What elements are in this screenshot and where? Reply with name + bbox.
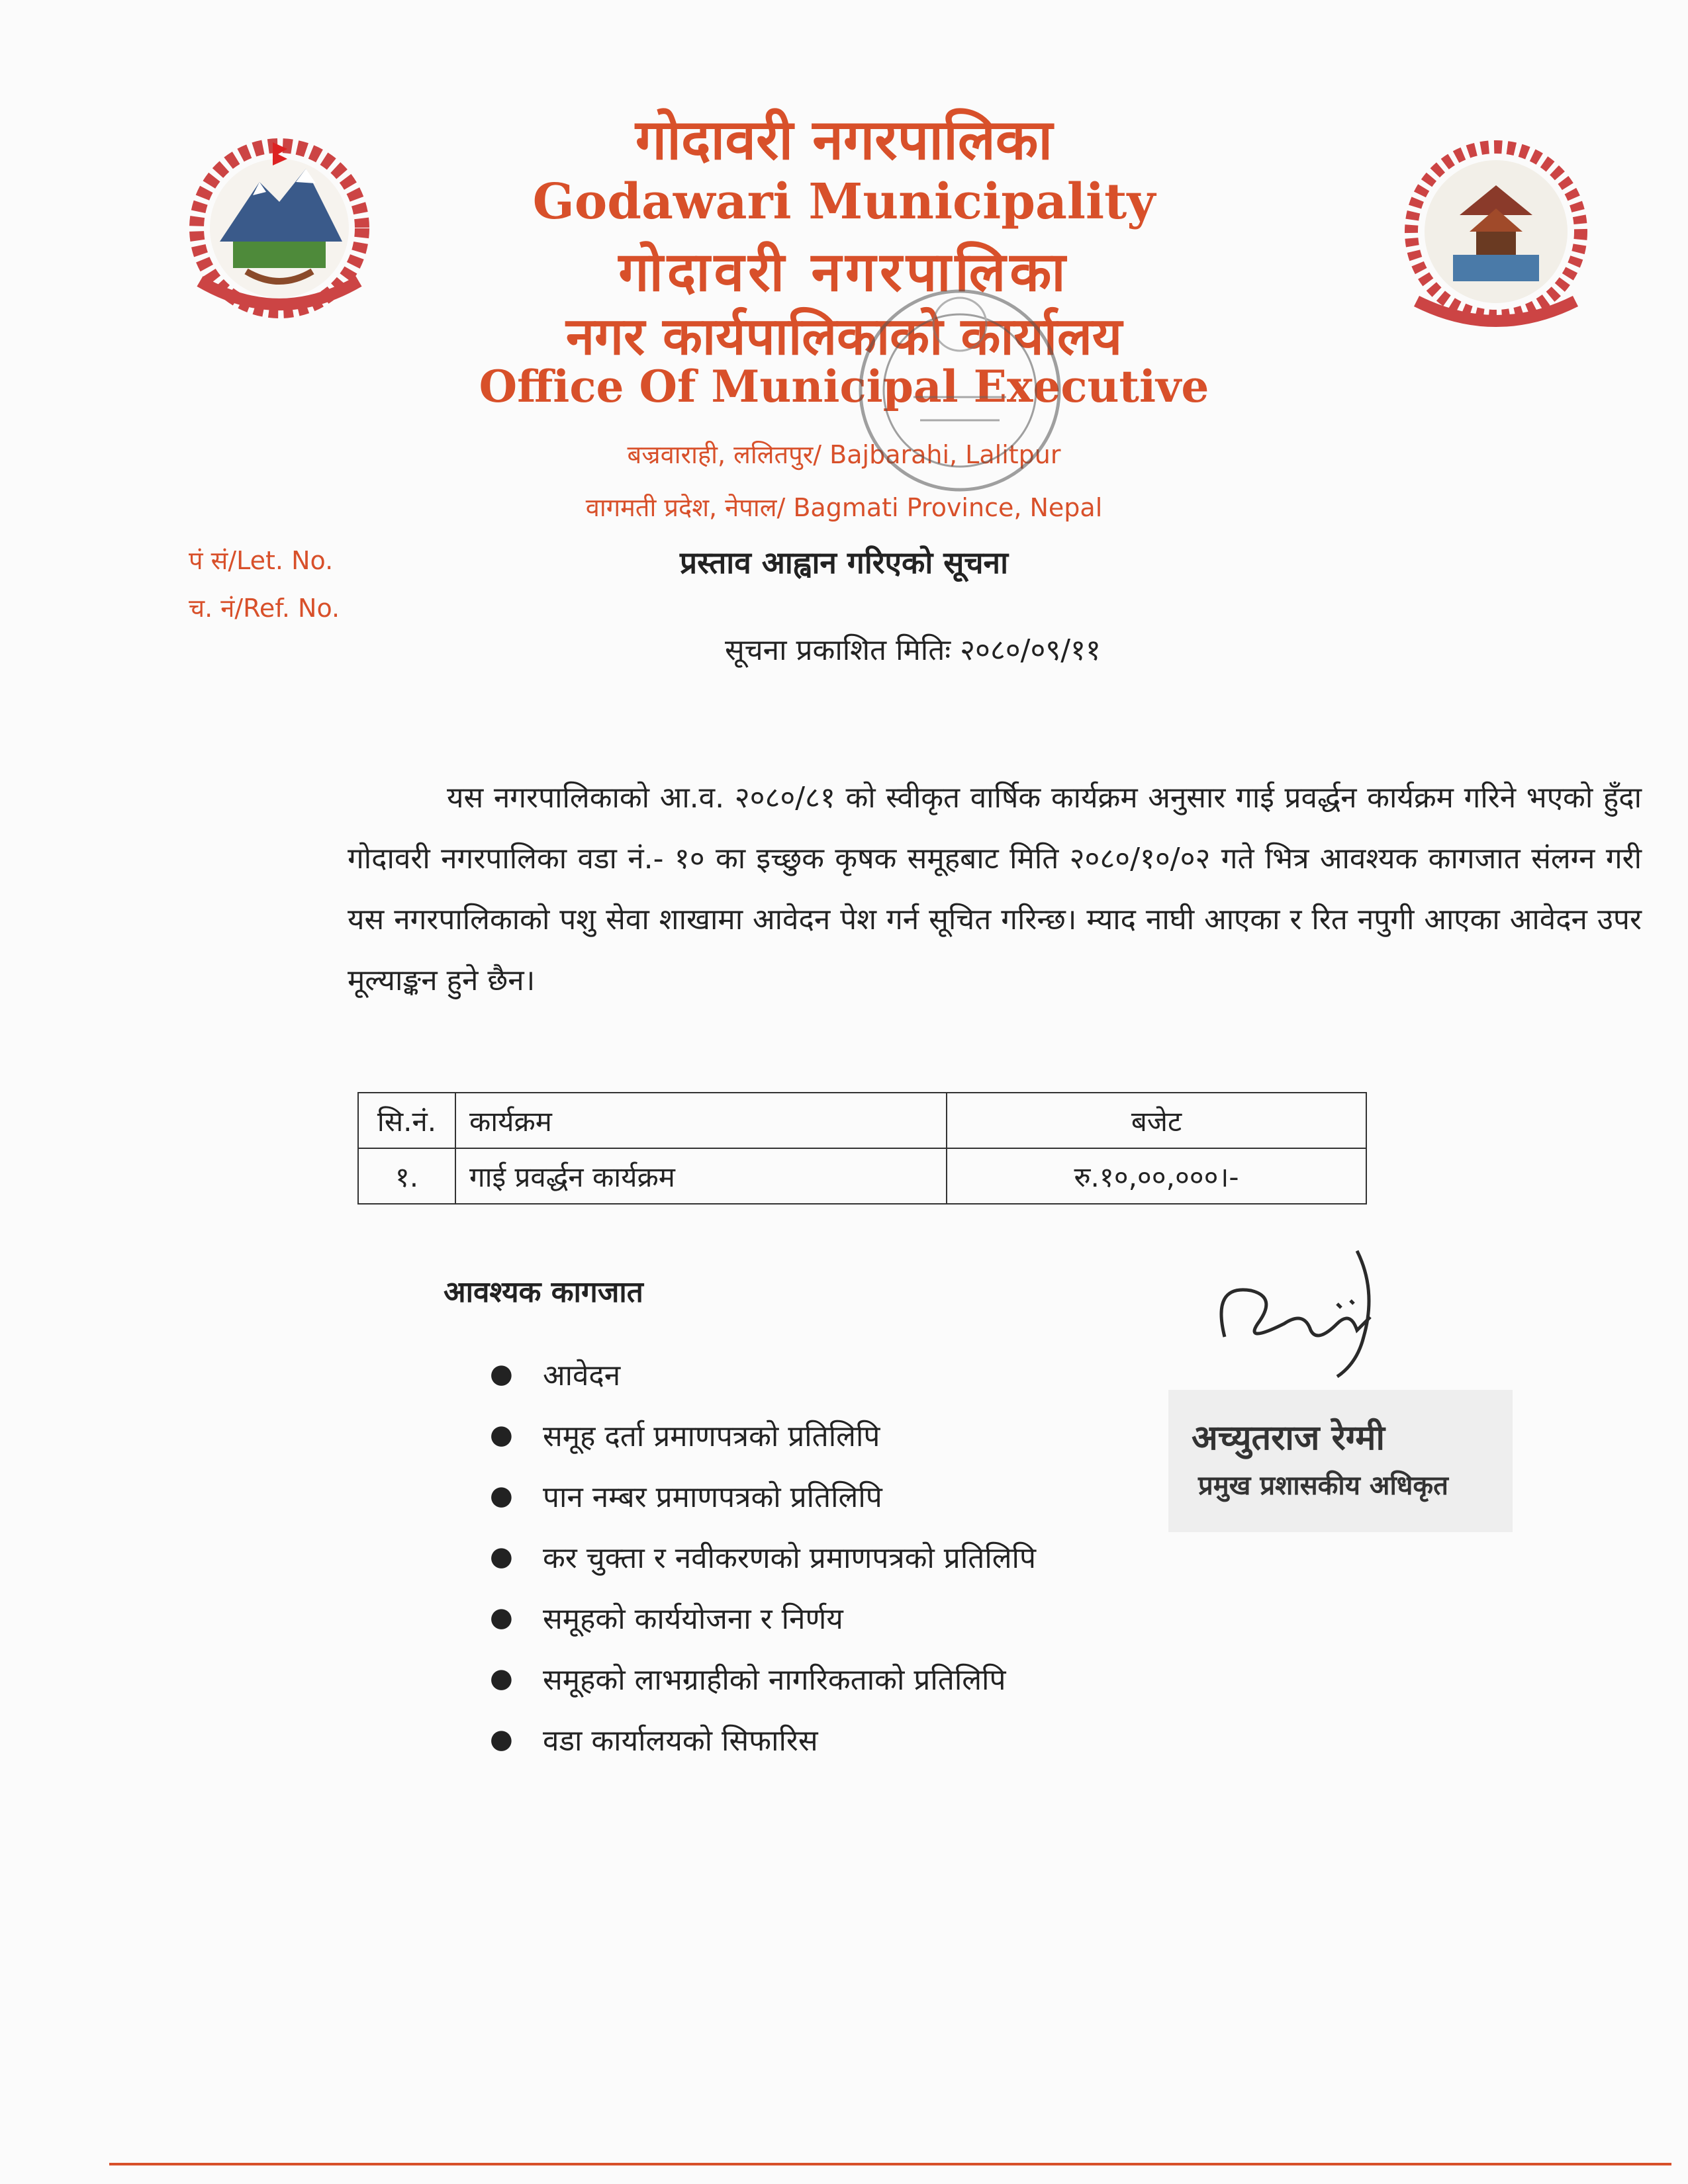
list-item: ● समूहको लाभग्राहीको नागरिकताको प्रतिलिपि [490, 1663, 1006, 1697]
handwritten-signature-icon [1185, 1238, 1417, 1403]
table-header-cell: बजेट [947, 1093, 1366, 1148]
municipality-name-stylized: गोदावरी नगरपालिका [618, 241, 1070, 304]
table-cell-program: गाई प्रवर्द्धन कार्यक्रम [455, 1148, 947, 1204]
budget-table [357, 1092, 1367, 1205]
bullet-icon: ● [490, 1480, 513, 1511]
list-item: ● आवेदन [490, 1359, 621, 1392]
signatory-name: अच्युतराज रेग्मी [1192, 1418, 1385, 1458]
bullet-icon: ● [490, 1420, 513, 1450]
table-row [358, 1148, 1366, 1204]
address-line-2: वागमती प्रदेश, नेपाल/ Bagmati Province, Nepal [585, 493, 1103, 522]
bullet-icon: ● [490, 1724, 513, 1754]
letter-number-label: पं सं/Let. No. [189, 546, 334, 575]
footer-divider [109, 2163, 1671, 2165]
reference-number-label: च. नं/Ref. No. [189, 594, 340, 623]
list-item: ● पान नम्बर प्रमाणपत्रको प्रतिलिपि [490, 1480, 882, 1514]
table-cell-serial: १. [358, 1148, 455, 1204]
office-name-nepali: नगर कार्यपालिकाको कार्यालय [565, 307, 1123, 367]
required-documents-list [490, 1343, 1036, 1770]
office-name-english: Office Of Municipal Executive [479, 361, 1209, 412]
bullet-icon: ● [490, 1359, 513, 1389]
table-cell-budget: रु.१०,००,०००।- [947, 1148, 1366, 1204]
required-documents-heading: आवश्यक कागजात [444, 1275, 643, 1309]
table-header-row [358, 1093, 1366, 1148]
published-date: सूचना प्रकाशित मितिः २०८०/०९/११ [725, 633, 1101, 667]
municipality-name-nepali: गोदावरी नगरपालिका [635, 107, 1053, 172]
table-header-cell: सि.नं. [358, 1093, 455, 1148]
address-line-1: बज्रवाराही, ललितपुर/ Bajbarahi, Lalitpur [627, 440, 1061, 469]
bullet-icon: ● [490, 1541, 513, 1572]
notice-title: प्रस्ताव आह्वान गरिएको सूचना [680, 545, 1008, 580]
list-item: ● वडा कार्यालयको सिफारिस [490, 1724, 818, 1758]
list-item: ● समूह दर्ता प्रमाणपत्रको प्रतिलिपि [490, 1420, 880, 1453]
bullet-icon: ● [490, 1602, 513, 1633]
signature-stamp-box [1168, 1390, 1513, 1532]
municipality-name-english: Godawari Municipality [532, 173, 1156, 230]
office-seal-stamp-icon [854, 271, 1066, 510]
list-item: ● कर चुक्ता र नवीकरणको प्रमाणपत्रको प्रतिलिपि [490, 1541, 1036, 1575]
table-header-cell: कार्यक्रम [455, 1093, 947, 1148]
list-item: ● समूहको कार्ययोजना र निर्णय [490, 1602, 843, 1636]
notice-body: यस नगरपालिकाको आ.व. २०८०/८१ को स्वीकृत वार्षिक कार्यक्रम अनुसार गाई प्रवर्द्धन कार्यक्रम गरिने भएको हुँदा गोदावरी नगरपालिका वडा नं.- १० का इच्छुक कृषक समूहबाट मिति २०८०/१०/०२ गते भित्र आवश्यक कागजात संलग्न गरी यस नगरपालिकाको पशु सेवा शाखामा आवेदन पेश गर्न सूचित गरिन्छ। म्याद नाघी आएका र रित नपुगी आएका आवेदन उपर मूल्याङ्कन हुने छैन। [348, 781, 1642, 997]
signatory-title: प्रमुख प्रशासकीय अधिकृत [1198, 1471, 1448, 1501]
bullet-icon: ● [490, 1663, 513, 1694]
